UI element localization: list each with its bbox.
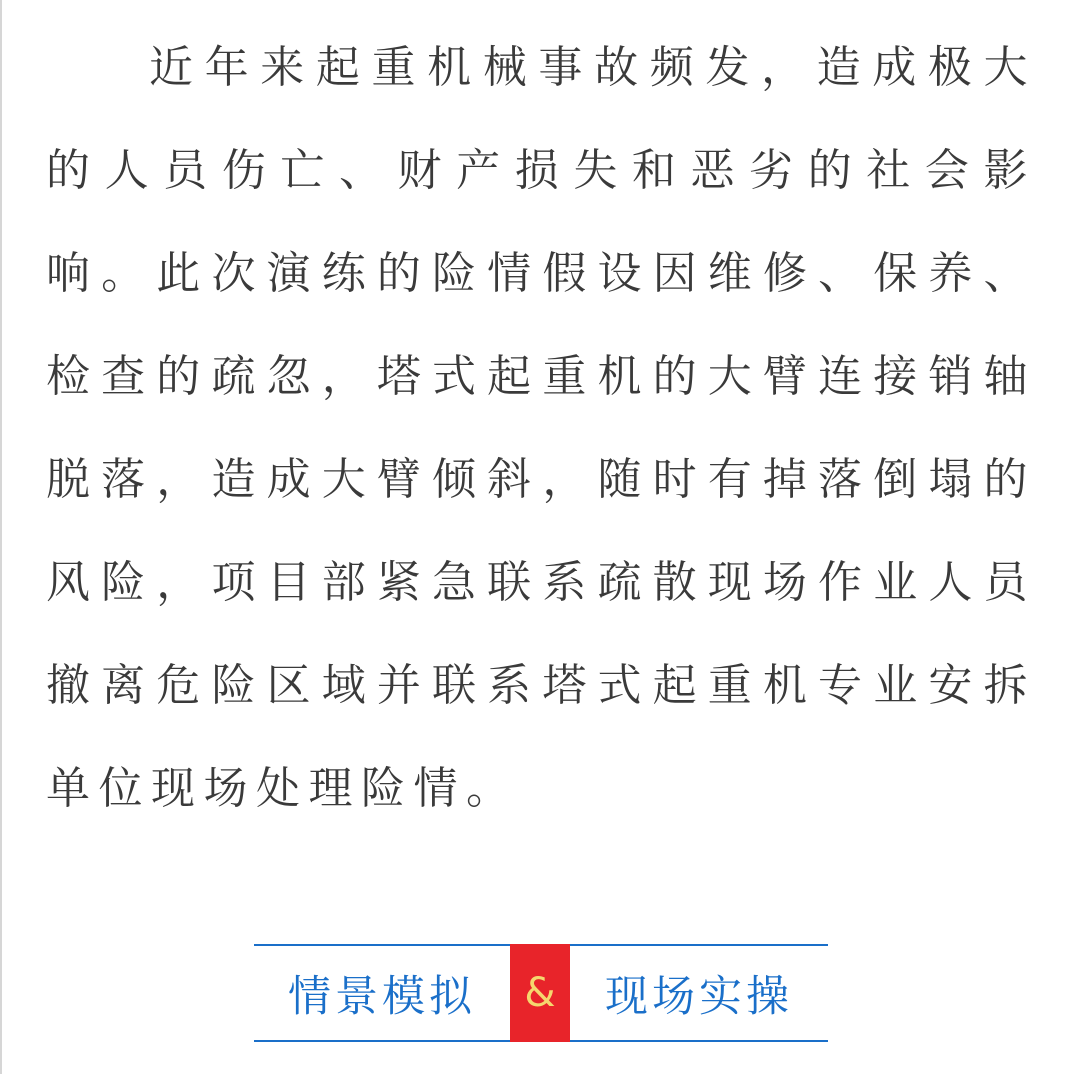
ampersand-badge [510, 944, 570, 1042]
section-title-right: 现场实操 [605, 971, 793, 1022]
section-title-left: 情景模拟 [288, 971, 476, 1022]
left-edge-divider [0, 0, 2, 1074]
ampersand-symbol: & [524, 970, 556, 1016]
section-header [254, 944, 828, 1042]
article-paragraph: 近年来起重机械事故频发，造成极大的人员伤亡、财产损失和恶劣的社会影响。此次演练的险情假设因维修、保养、检查的疏忽，塔式起重机的大臂连接销轴脱落，造成大臂倾斜，随时有掉落倒塌的风险，项目部紧急联系疏散现场作业人员撤离危险区域并联系塔式起重机专业安拆单位现场处理险情。 [46, 42, 1036, 814]
article-body [46, 16, 1036, 840]
